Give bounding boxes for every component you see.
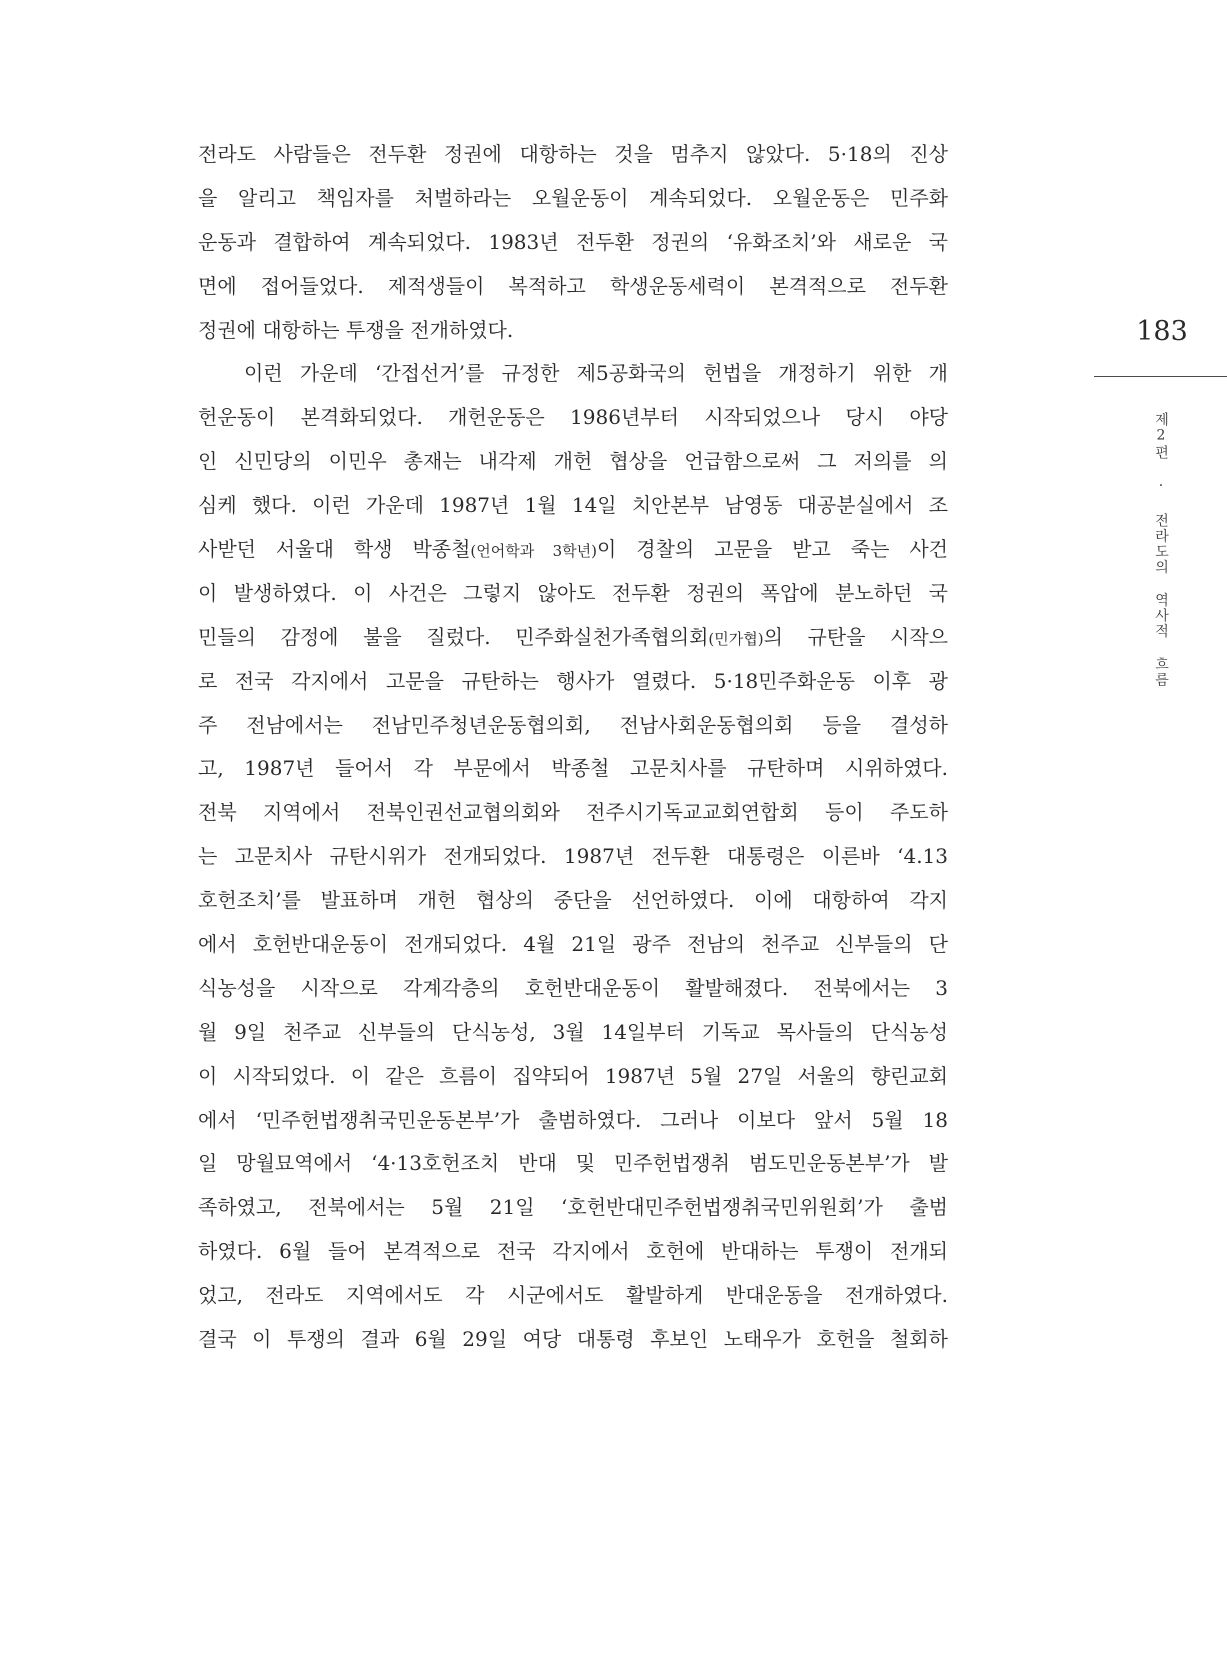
running-head: 제2편 · 전라도의 역사적 흐름: [1153, 412, 1169, 688]
text-line: 이 시작되었다. 이 같은 흐름이 집약되어 1987년 5월 27일 서울의 향린교회: [198, 1063, 948, 1088]
text-line: 을 알리고 책임자를 처벌하라는 오월운동이 계속되었다. 오월운동은 민주화: [198, 185, 948, 210]
paragraph: [198, 133, 948, 352]
text-line: 전라도 사람들은 전두환 정권에 대항하는 것을 멈추지 않았다. 5·18의 진상: [198, 142, 948, 166]
text-line: 주 전남에서는 전남민주청년운동협의회, 전남사회운동협의회 등을 결성하: [198, 712, 948, 737]
text-line: [198, 528, 948, 572]
text-segment: 의 규탄을 시작으: [763, 624, 948, 649]
text-line: 로 전국 각지에서 고문을 규탄하는 행사가 열렸다. 5·18민주화운동 이후 광: [198, 668, 948, 693]
text-line: 일 망월묘역에서 ‘4·13호헌조치 반대 및 민주헌법쟁취 범도민운동본부’가 발: [198, 1151, 948, 1176]
header-rule: [1094, 376, 1227, 377]
text-line: 헌운동이 본격화되었다. 개헌운동은 1986년부터 시작되었으나 당시 야당: [198, 405, 948, 430]
inline-note: (민가협): [708, 629, 764, 648]
text-line: 는 고문치사 규탄시위가 전개되었다. 1987년 전두환 대통령은 이른바 ‘4.13: [198, 844, 948, 869]
text-line: 월 9일 천주교 신부들의 단식농성, 3월 14일부터 기독교 목사들의 단식농성: [198, 1019, 948, 1044]
text-line: 에서 ‘민주헌법쟁취국민운동본부’가 출범하였다. 그러나 이보다 앞서 5월 18: [198, 1107, 948, 1132]
text-line: 인 신민당의 이민우 총재는 내각제 개헌 협상을 언급함으로써 그 저의를 의: [198, 449, 948, 474]
text-line: 운동과 결합하여 계속되었다. 1983년 전두환 정권의 ‘유화조치’와 새로운 국: [198, 229, 948, 254]
text-line: 에서 호헌반대운동이 전개되었다. 4월 21일 광주 전남의 천주교 신부들의 단: [198, 932, 948, 957]
text-line: 고, 1987년 들어서 각 부문에서 박종철 고문치사를 규탄하며 시위하였다.: [198, 756, 948, 781]
page-number: 183: [1136, 316, 1188, 347]
text-line: 식농성을 시작으로 각계각층의 호헌반대운동이 활발해졌다. 전북에서는 3: [198, 975, 948, 1000]
text-line: 결국 이 투쟁의 결과 6월 29일 여당 대통령 후보인 노태우가 호헌을 철회하: [198, 1327, 948, 1352]
body-text: [198, 133, 948, 1362]
text-line: 심케 했다. 이런 가운데 1987년 1월 14일 치안본부 남영동 대공분실에서 조: [198, 493, 948, 518]
text-segment: 민들의 감정에 불을 질렀다. 민주화실천가족협의회: [198, 624, 709, 649]
text-line: 이 발생하였다. 이 사건은 그렇지 않아도 전두환 정권의 폭압에 분노하던 국: [198, 580, 948, 605]
inline-note: (언어학과 3학년): [470, 542, 597, 561]
text-line: 었고, 전라도 지역에서도 각 시군에서도 활발하게 반대운동을 전개하였다.: [198, 1283, 948, 1308]
text-line: 면에 접어들었다. 제적생들이 복적하고 학생운동세력이 본격적으로 전두환: [198, 273, 948, 298]
text-line: 족하였고, 전북에서는 5월 21일 ‘호헌반대민주헌법쟁취국민위원회’가 출범: [198, 1195, 948, 1220]
text-segment: 사받던 서울대 학생 박종철: [198, 537, 471, 562]
text-line: 전북 지역에서 전북인권선교협의회와 전주시기독교교회연합회 등이 주도하: [198, 800, 948, 825]
text-line: 호헌조치’를 발표하며 개헌 협상의 중단을 선언하였다. 이에 대항하여 각지: [198, 888, 948, 913]
text-line: [198, 616, 948, 660]
text-line: 정권에 대항하는 투쟁을 전개하였다.: [198, 317, 514, 342]
text-segment: 이 경찰의 고문을 받고 죽는 사건: [597, 537, 948, 562]
text-line: 이런 가운데 ‘간접선거’를 규정한 제5공화국의 헌법을 개정하기 위한 개: [244, 361, 948, 386]
text-line: 하였다. 6월 들어 본격적으로 전국 각지에서 호헌에 반대하는 투쟁이 전개되: [198, 1239, 948, 1264]
paragraph: [198, 352, 948, 1361]
